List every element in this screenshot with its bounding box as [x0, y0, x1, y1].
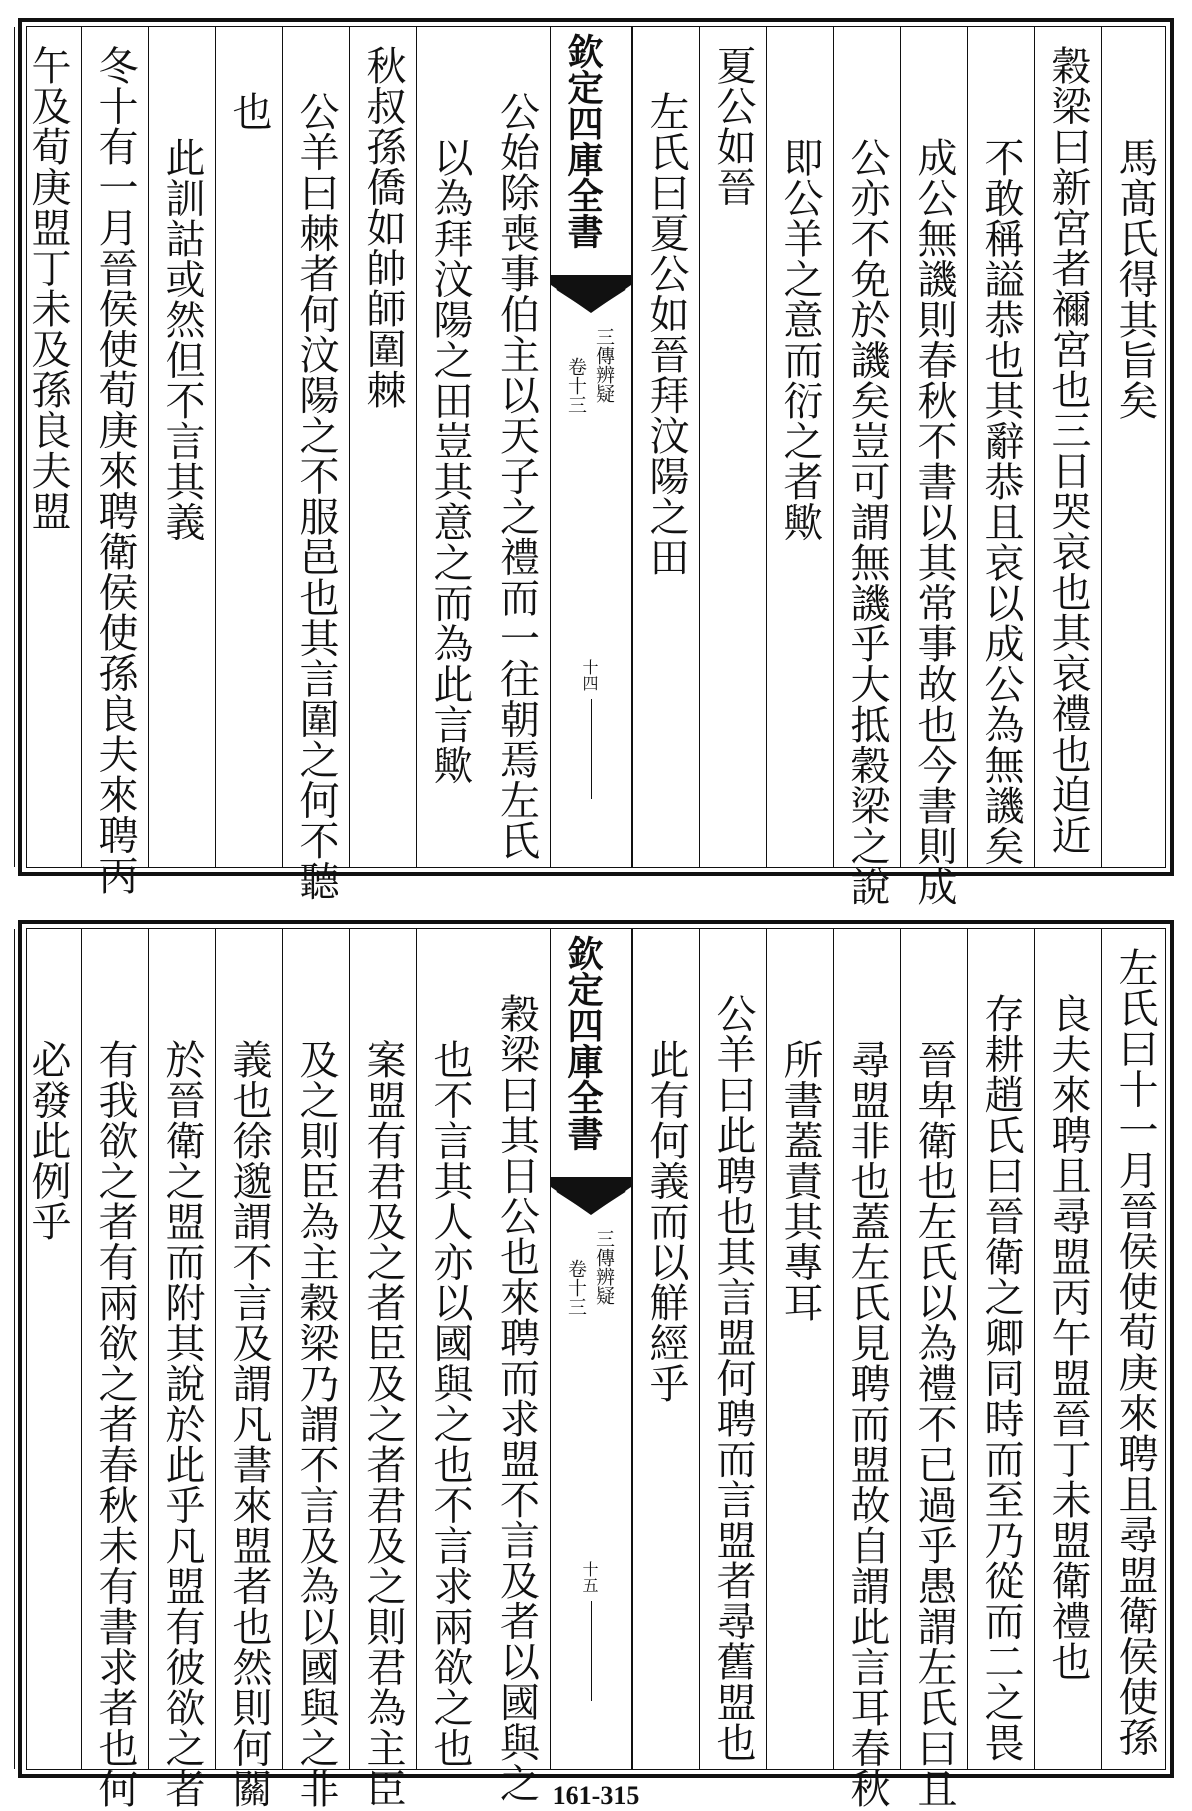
text-column: 不敢稱謚恭也其辭恭且哀以成公為無譏矣	[967, 27, 1034, 867]
text-column: 穀梁曰其日公也來聘而求盟不言及者以國與之	[493, 993, 540, 1803]
fishtail-mark	[551, 275, 631, 315]
text-column: 公羊曰棘者何汶陽之不服邑也其言圍之何不聽	[282, 27, 349, 867]
text-column: 也不言其人亦以國與之也不言求兩欲之也	[416, 929, 483, 1769]
text-column: 公始除喪事伯主以天子之禮而一往朝焉左氏	[493, 91, 540, 861]
text-column: 所書蓋責其專耳	[766, 929, 833, 1769]
text-column: 有我欲之者有兩欲之者春秋未有書求者也何	[81, 929, 148, 1769]
leaf-number: 十四	[580, 659, 599, 691]
text-column: 此有何義而以觧經乎	[632, 929, 699, 1769]
text-column: 左氏曰夏公如晉拜汶陽之田	[632, 27, 699, 867]
text-column: 晉卑衛也左氏以為禮不已過乎愚謂左氏曰且	[900, 929, 967, 1769]
text-column: 成公無譏則春秋不書以其常事故也今書則成	[900, 27, 967, 867]
folio-number: 161-315	[552, 1781, 640, 1810]
library-title: 欽定四庫全書	[562, 935, 604, 1151]
text-column: 義也徐邈謂不言及謂凡書來盟者也然則何關	[215, 929, 282, 1769]
text-column: 左氏曰十一月晉侯使荀庚來聘且尋盟衛侯使孫	[1101, 929, 1168, 1769]
text-column: 存耕趙氏曰晉衛之卿同時而至乃從而二之畏	[967, 929, 1034, 1769]
book-title: 三傳辨疑	[592, 1229, 615, 1305]
text-column: 及之則臣為主穀梁乃謂不言及為以國與之非	[282, 929, 349, 1769]
text-column: 穀梁曰新宮者禰宮也三日哭哀也其哀禮也迫近	[1034, 27, 1101, 867]
text-column: 於晉衛之盟而附其說於此乎凡盟有彼欲之者	[148, 929, 215, 1769]
text-column: 公亦不免於譏矣豈可謂無譏乎大抵穀梁之說	[833, 27, 900, 867]
text-column: 尋盟非也蓋左氏見聘而盟故自謂此言耳春秋	[833, 929, 900, 1769]
text-column: 此訓詁或然但不言其義	[148, 27, 215, 867]
divider	[591, 699, 592, 799]
center-block	[550, 929, 632, 1769]
page-leaf-14	[18, 18, 1174, 907]
library-title: 欽定四庫全書	[562, 33, 604, 249]
text-column: 冬十有一月晉侯使荀庚來聘衛侯使孫良夫來聘丙	[81, 27, 148, 867]
fishtail-mark	[551, 1177, 631, 1217]
text-column: 良夫來聘且尋盟丙午盟晉丁未盟衛禮也	[1034, 929, 1101, 1769]
book-title: 三傳辨疑	[592, 327, 615, 403]
text-column: 即公羊之意而衍之者歟	[766, 27, 833, 867]
text-column: 夏公如晉	[699, 27, 766, 867]
volume-label: 卷十三	[564, 1259, 587, 1316]
text-column: 馬髙氏得其旨矣	[1101, 27, 1168, 867]
text-column: 秋叔孫僑如帥師圍棘	[349, 27, 416, 867]
divider	[591, 1601, 592, 1701]
text-column: 午及荀庚盟丁未及孫良夫盟	[14, 27, 81, 867]
text-column: 案盟有君及之者臣及之者君及之則君為主臣	[349, 929, 416, 1769]
center-block	[550, 27, 632, 867]
text-column: 以為拜汶陽之田豈其意之而為此言歟	[416, 27, 483, 867]
page-frame	[25, 26, 1166, 907]
text-column: 公羊曰此聘也其言盟何聘而言盟者尋舊盟也	[699, 929, 766, 1769]
volume-label: 卷十三	[564, 357, 587, 414]
text-column: 也	[215, 27, 282, 867]
leaf-number: 十五	[580, 1561, 599, 1593]
text-column: 必發此例乎	[14, 929, 81, 1769]
